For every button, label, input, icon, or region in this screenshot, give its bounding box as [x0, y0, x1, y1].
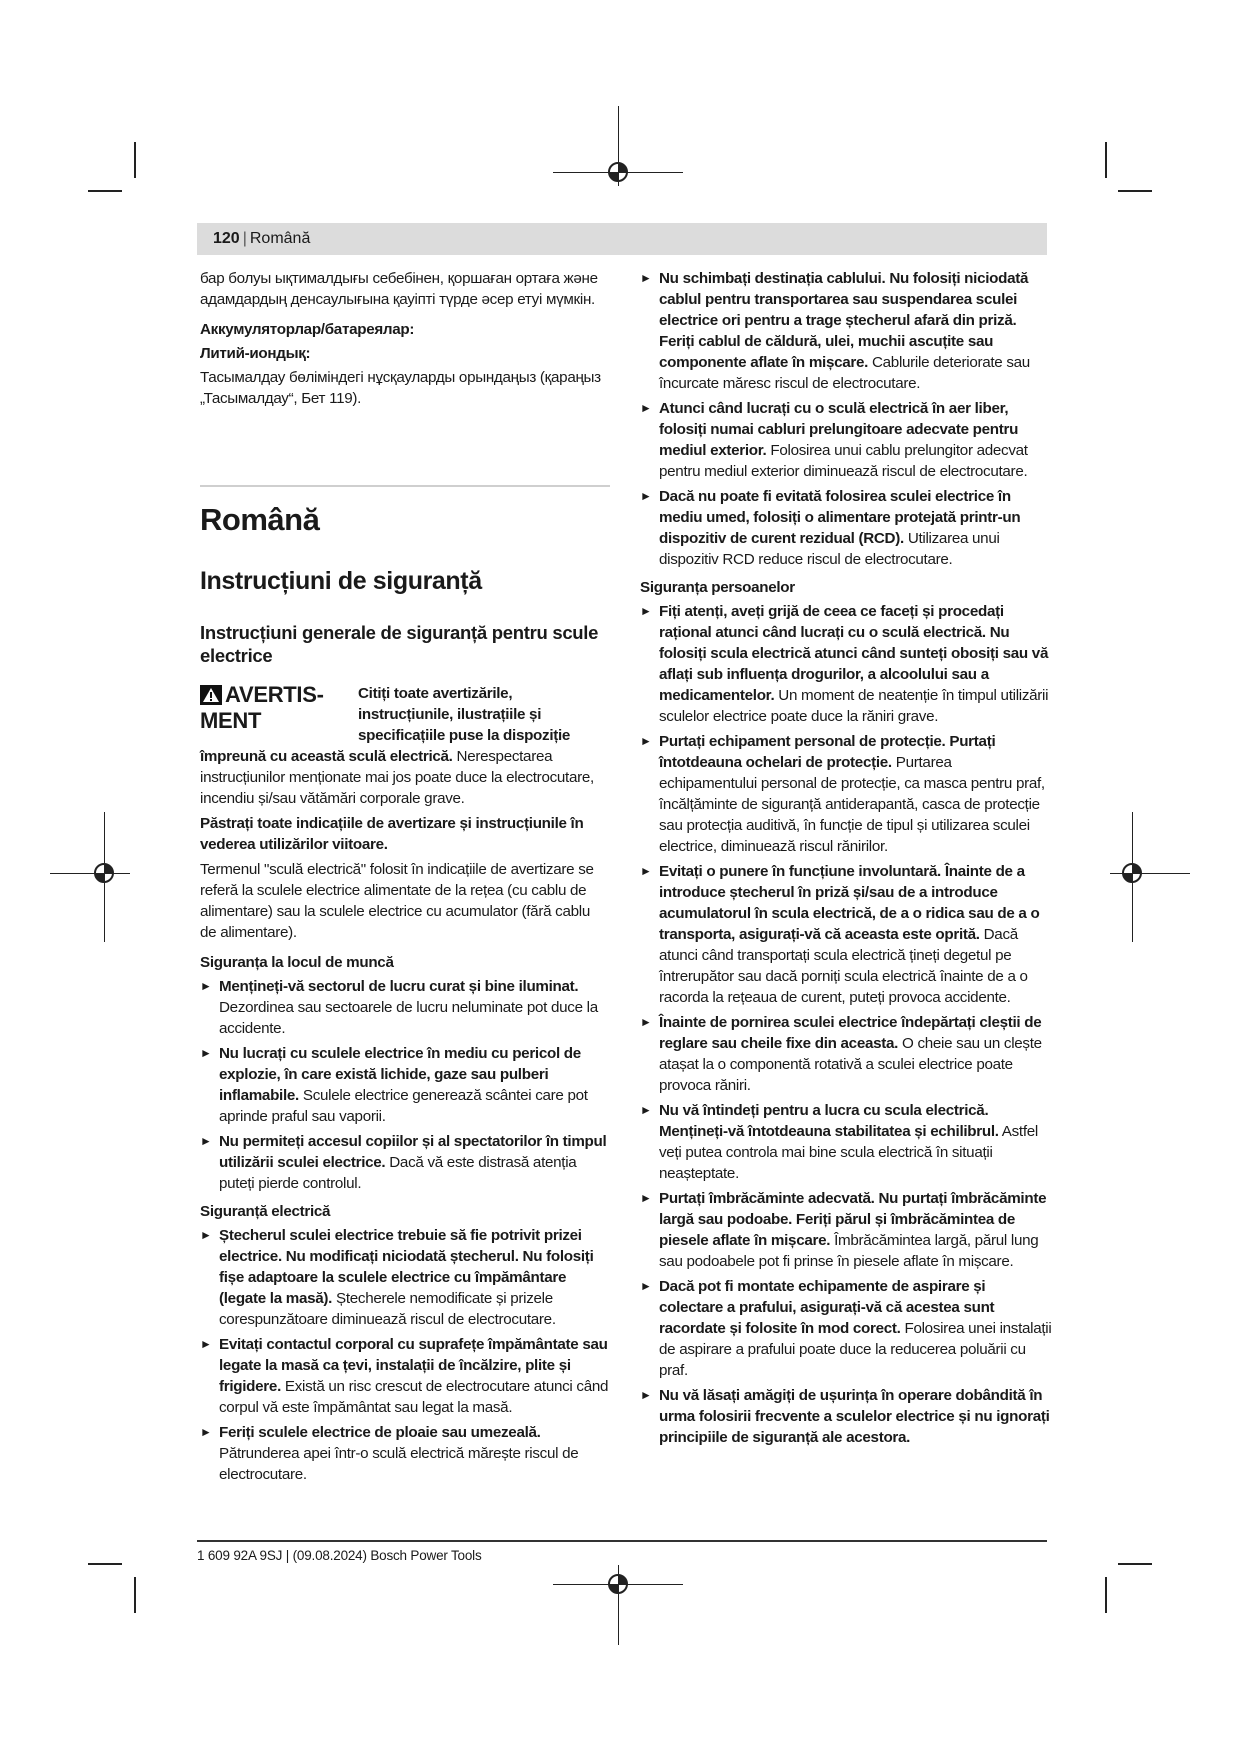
registration-mark-icon — [606, 160, 630, 184]
warning-label — [200, 682, 358, 734]
instruction-explanation: Purtarea echipamentului personal de protecție, ca masca pentru praf, încălțăminte de siguranță antiderapantă, casca de protecție sau protecția auditivă, în funcție de tipul și utilizarea sculei electrice, diminuează riscul rănirilor. — [659, 754, 1045, 855]
list-item — [640, 398, 1052, 482]
crop-mark — [1105, 1577, 1107, 1613]
instruction-bold: Fiți atenți, aveți grijă de ceea ce faceți și procedați rațional atunci când lucrați cu o sculă electrică. Nu folosiți scula electrică atunci când sunteți obosiți sau vă aflați sub influența drogurilor, a alcoolului sau a medicamentelor. — [659, 603, 1049, 704]
keep-instructions: Păstrați toate indicațiile de avertizare și instrucțiunile în vederea utilizărilor viitoare. — [200, 815, 584, 853]
instruction-explanation: Îmbrăcămintea largă, părul lung sau podoabele pot fi prinse în piesele aflate în mișcare. — [659, 1232, 1039, 1270]
safety-heading: Instrucțiuni de siguranță — [200, 567, 482, 595]
left-column — [200, 268, 610, 1489]
instruction-explanation: Ștecherele nemodificate și prizele corespunzătoare diminuează riscul de electrocutare. — [219, 1290, 556, 1328]
section-heading-electrical: Siguranță electrică — [200, 1203, 331, 1220]
bullet-arrow-icon: ► — [200, 979, 212, 993]
instruction-bold: Dacă pot fi montate echipamente de aspirare și colectare a prafului, asigurați-vă că acestea sunt racordate și folosite în mod corect. — [659, 1278, 995, 1337]
bullet-arrow-icon: ► — [200, 1046, 212, 1060]
registration-line — [50, 873, 130, 874]
instruction-bold: Nu permiteți accesul copiilor și al spectatorilor în timpul utilizării sculei electrice. — [219, 1133, 607, 1171]
footer-rule — [197, 1540, 1047, 1542]
bullet-arrow-icon: ► — [200, 1425, 212, 1439]
subheading-lithium: Литий-иондық: — [200, 345, 311, 362]
list-item — [200, 1334, 610, 1418]
page-footer: 1 609 92A 9SJ | (09.08.2024) Bosch Power Tools — [197, 1548, 482, 1563]
bullet-arrow-icon: ► — [640, 864, 652, 878]
instruction-explanation: Sculele electrice generează scântei care pot aprinde praful sau vaporii. — [219, 1087, 588, 1125]
list-item — [640, 1188, 1052, 1272]
warning-block — [200, 682, 610, 746]
list-item — [200, 1043, 610, 1127]
term-paragraph: Termenul "sculă electrică" folosit în indicațiile de avertizare se referă la sculele electrice alimentate de la rețea (cu cablu de alimentare) sau la sculele electrice cu acumulator (fără cablu de alimentare). — [200, 861, 594, 941]
warning-continuation — [200, 746, 610, 809]
bullet-arrow-icon: ► — [640, 271, 652, 285]
bullet-arrow-icon: ► — [640, 401, 652, 415]
intro-paragraph: бар болуы ықтималдығы себебінен, қоршаған ортаға және адамдардың денсаулығына қауіпті түрде әсер етуі мүмкін. — [200, 270, 598, 308]
instruction-explanation: Utilizarea unui dispozitiv RCD reduce riscul de electrocutare. — [659, 530, 1000, 568]
crop-mark — [134, 142, 136, 178]
instruction-explanation: Cablurile deteriorate sau încurcate măresc riscul de electrocutare. — [659, 354, 1030, 392]
instruction-explanation: Dacă atunci când transportați scula electrică țineți degetul pe întrerupător sau dacă porniți scula electrică înainte de a o racorda la rețeaua de curent, puteți provoca accidente. — [659, 926, 1028, 1006]
list-item — [640, 861, 1052, 1008]
bullet-arrow-icon: ► — [200, 1337, 212, 1351]
bullet-arrow-icon: ► — [200, 1134, 212, 1148]
personal-safety-list — [640, 601, 1052, 1448]
page-number: 120 — [213, 230, 240, 247]
crop-mark — [88, 190, 122, 192]
instruction-bold: Nu vă întindeți pentru a lucra cu scula electrică. Mențineți-vă întotdeauna stabilitatea și echilibrul. — [659, 1102, 999, 1140]
header-separator: | — [242, 230, 247, 247]
workplace-safety-list — [200, 976, 610, 1194]
section-heading-workplace: Siguranța la locul de muncă — [200, 954, 394, 971]
crop-mark — [1118, 190, 1152, 192]
bullet-arrow-icon: ► — [640, 1279, 652, 1293]
bullet-arrow-icon: ► — [640, 1015, 652, 1029]
bullet-arrow-icon: ► — [640, 1191, 652, 1205]
list-item — [640, 268, 1052, 394]
bullet-arrow-icon: ► — [640, 1103, 652, 1117]
list-item — [640, 1100, 1052, 1184]
list-item — [640, 601, 1052, 727]
header-language: Română — [249, 230, 311, 247]
section-divider — [200, 485, 610, 487]
instruction-bold: Feriți sculele electrice de ploaie sau umezeală. — [219, 1424, 541, 1441]
bullet-arrow-icon: ► — [640, 1388, 652, 1402]
right-column — [640, 268, 1052, 1452]
instruction-bold: Nu lucrați cu sculele electrice în mediu cu pericol de explozie, în care există lichide, gaze sau pulberi inflamabile. — [219, 1045, 581, 1104]
bullet-arrow-icon: ► — [640, 734, 652, 748]
bullet-arrow-icon: ► — [640, 604, 652, 618]
instruction-bold: Atunci când lucrați cu o sculă electrică în aer liber, folosiți numai cabluri prelungitoare adecvate pentru mediul exterior. — [659, 400, 1019, 459]
list-item — [200, 976, 610, 1039]
warning-bold-text: Citiți toate avertizările, instrucțiunile, ilustrațiile și specificațiile puse la dispoziție — [358, 685, 571, 744]
warning-bold-continuation: împreună cu această sculă electrică. — [200, 748, 453, 765]
registration-mark-icon — [1120, 861, 1144, 885]
list-item — [640, 486, 1052, 570]
section-heading-personal: Siguranța persoanelor — [640, 579, 795, 596]
instruction-explanation: Dacă vă este distrasă atenția puteți pierde controlul. — [219, 1154, 577, 1192]
list-item — [640, 731, 1052, 857]
list-item — [640, 1012, 1052, 1096]
instruction-bold: Evitați contactul corporal cu suprafețe împământate sau legate la masă ca țevi, instalații de încălzire, plite și frigidere. — [219, 1336, 608, 1395]
electrical-safety-list — [200, 1225, 610, 1485]
page-header — [197, 223, 1047, 255]
instruction-bold: Purtați echipament personal de protecție. Purtați întotdeauna ochelari de protecție. — [659, 733, 996, 771]
instruction-bold: Mențineți-vă sectorul de lucru curat și bine iluminat. — [219, 978, 579, 995]
crop-mark — [134, 1577, 136, 1613]
crop-mark — [1105, 142, 1107, 178]
list-item — [200, 1225, 610, 1330]
general-safety-heading: Instrucțiuni generale de siguranță pentru scule electrice — [200, 622, 599, 666]
registration-mark-icon — [606, 1572, 630, 1596]
subheading-batteries: Аккумуляторлар/батареялар: — [200, 321, 415, 338]
instruction-bold: Nu vă lăsați amăgiți de ușurința în operare dobândită în urma folosirii frecvente a sculelor electrice și nu ignorați principiile de siguranță ale acestora. — [659, 1387, 1050, 1446]
instruction-explanation: Un moment de neatenție în timpul utilizării sculelor electrice poate duce la răniri grave. — [659, 687, 1049, 725]
instruction-bold: Nu schimbați destinația cablului. Nu folosiți niciodată cablul pentru transportarea sau suspendarea sculei electrice ori pentru a trage ștecherul afară din priză. Feriți cablul de căldură, ulei, muchii ascuțite sau componente aflate în mișcare. — [659, 270, 1029, 371]
list-item — [640, 1276, 1052, 1381]
warning-rest: Nerespectarea instrucțiunilor menționate mai jos poate duce la electrocutare, incendiu și/sau vătămări corporale grave. — [200, 748, 594, 807]
registration-mark-icon — [92, 861, 116, 885]
instruction-explanation: Există un risc crescut de electrocutare atunci când corpul vă este împământat sau legat la masă. — [219, 1378, 609, 1416]
list-item — [200, 1422, 610, 1485]
transport-paragraph: Тасымалдау бөліміндегі нұсқауларды орындаңыз (қараңыз „Тасымалдау“, Бет 119). — [200, 369, 601, 407]
instruction-explanation: Folosirea unei instalații de aspirare a prafului poate duce la reducerea poluării cu praf. — [659, 1320, 1052, 1379]
instruction-bold: Dacă nu poate fi evitată folosirea sculei electrice în mediu umed, folosiți o alimentare protejată printr-un dispozitiv de curent rezidual (RCD). — [659, 488, 1021, 547]
instruction-bold: Ștecherul sculei electrice trebuie să fie potrivit prizei electrice. Nu modificați niciodată ștecherul. Nu folosiți fișe adaptoare la sculele electrice cu împământare (legate la masă). — [219, 1227, 594, 1307]
bullet-arrow-icon: ► — [640, 489, 652, 503]
instruction-explanation: Dezordinea sau sectoarele de lucru neluminate pot duce la accidente. — [219, 999, 598, 1037]
language-heading: Română — [200, 502, 320, 537]
list-item — [640, 1385, 1052, 1448]
warning-label-text: AVERTIS-MENT — [200, 682, 324, 733]
crop-mark — [1118, 1563, 1152, 1565]
instruction-explanation: Astfel veți putea controla mai bine scula electrică în situații neașteptate. — [659, 1123, 1038, 1182]
cable-safety-list — [640, 268, 1052, 570]
instruction-explanation: Pătrunderea apei într-o sculă electrică mărește riscul de electrocutare. — [219, 1445, 579, 1483]
instruction-bold: Înainte de pornirea sculei electrice îndepărtați cleștii de reglare sau cheile fixe din aceasta. — [659, 1014, 1042, 1052]
warning-triangle-icon — [200, 685, 222, 705]
instruction-explanation: O cheie sau un clește atașat la o componentă rotativă a sculei electrice poate provoca răniri. — [659, 1035, 1042, 1094]
instruction-explanation: Folosirea unui cablu prelungitor adecvat pentru mediul exterior diminuează riscul de electrocutare. — [659, 442, 1028, 480]
instruction-bold: Purtați îmbrăcăminte adecvată. Nu purtați îmbrăcăminte largă sau podoabe. Feriți părul și îmbrăcămintea de piesele aflate în mișcare. — [659, 1190, 1047, 1249]
bullet-arrow-icon: ► — [200, 1228, 212, 1242]
instruction-bold: Evitați o punere în funcțiune involuntară. Înainte de a introduce ștecherul în priză și/sau de a introduce acumulatorul în scula electrică, de a o ridica sau de a o transporta, asigurați-vă că aceasta este oprită. — [659, 863, 1040, 943]
crop-mark — [88, 1563, 122, 1565]
list-item — [200, 1131, 610, 1194]
